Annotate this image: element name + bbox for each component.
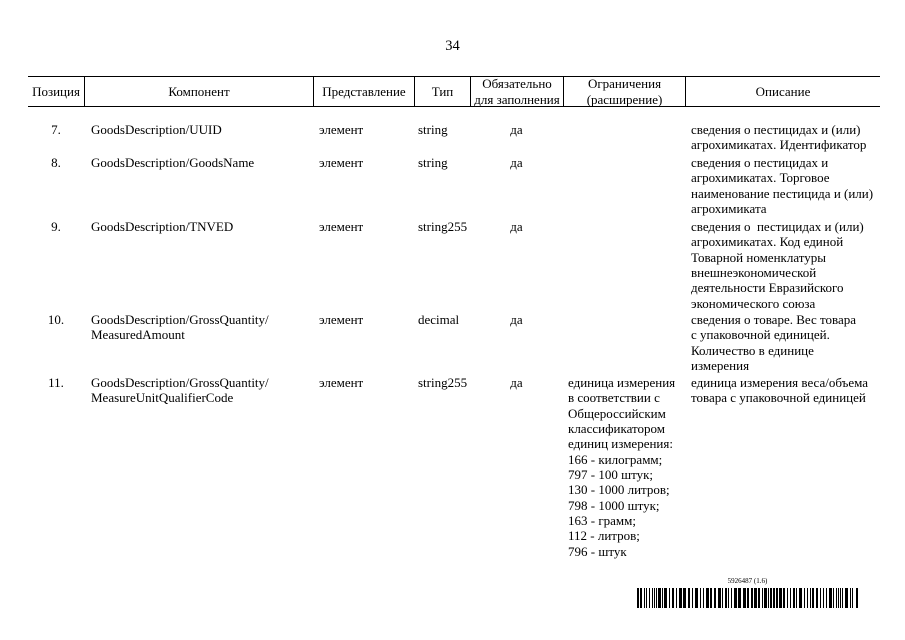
type-text: string	[418, 155, 448, 170]
component-text: MeasureUnitQualifierCode	[91, 390, 234, 406]
constraints-text: 797 - 100 штук;	[568, 467, 654, 483]
component-cell	[84, 375, 313, 406]
header-constraints-label: Ограничения	[587, 76, 662, 92]
position-cell	[28, 219, 84, 234]
description-text: внешнеэкономической	[691, 265, 817, 281]
description-text: агрохимикатах. Код единой	[691, 234, 844, 250]
description-text: агрохимикатах. Идентификатор	[691, 137, 867, 153]
constraints-cell	[563, 375, 685, 559]
position-text: 10.	[47, 312, 65, 327]
component-cell	[84, 155, 313, 170]
description-cell	[685, 155, 880, 216]
type-text: decimal	[418, 312, 460, 327]
position-text: 7.	[51, 122, 61, 137]
representation-cell	[313, 219, 414, 234]
description-cell	[685, 375, 880, 406]
barcode-caption: 5926487 (1.6)	[727, 577, 768, 585]
table-row	[28, 122, 880, 153]
constraints-text: единиц измерения:	[568, 436, 673, 452]
constraints-text: 796 - штук	[568, 543, 627, 559]
description-text: измерения	[691, 358, 750, 374]
constraints-text: классификатором	[568, 421, 665, 437]
component-cell	[84, 219, 313, 234]
position-text: 9.	[51, 219, 61, 234]
type-text: string255	[418, 219, 468, 234]
barcode-bars	[637, 588, 858, 608]
representation-text: элемент	[319, 219, 364, 234]
representation-cell	[313, 375, 414, 390]
position-cell	[28, 122, 84, 137]
table-body	[28, 0, 880, 600]
component-text: GoodsDescription/GrossQuantity/	[91, 312, 269, 327]
header-component-label: Компонент	[168, 83, 230, 99]
required-cell	[470, 155, 563, 170]
table-row	[28, 375, 880, 559]
header-required-label: для заполнения	[474, 91, 560, 107]
description-text: сведения о товаре. Вес товара	[691, 312, 857, 327]
header-position-label: Позиция	[32, 83, 80, 99]
position-cell	[28, 312, 84, 327]
required-cell	[470, 375, 563, 390]
position-text: 8.	[51, 155, 61, 170]
header-representation-label: Представление	[322, 83, 406, 99]
description-text: агрохимиката	[691, 201, 767, 217]
required-text: да	[510, 219, 523, 234]
description-cell	[685, 219, 880, 311]
description-text: наименование пестицида и (или)	[691, 185, 874, 201]
description-text: сведения о пестицидах и	[691, 155, 829, 170]
type-cell	[414, 155, 470, 170]
required-text: да	[510, 122, 523, 137]
type-cell	[414, 312, 470, 327]
constraints-text: 163 - грамм;	[568, 513, 636, 529]
description-text: единица измерения веса/объема	[691, 375, 869, 390]
description-text: сведения о пестицидах и (или)	[691, 122, 861, 137]
barcode-image	[637, 588, 858, 608]
description-text: деятельности Евразийского	[691, 280, 844, 296]
description-text: с упаковочной единицей.	[691, 327, 830, 343]
required-text: да	[510, 312, 523, 327]
description-text: экономического союза	[691, 295, 816, 311]
constraints-text: 166 - килограмм;	[568, 451, 663, 467]
component-text: MeasuredAmount	[91, 327, 185, 343]
position-text: 11.	[48, 375, 64, 390]
constraints-text: 130 - 1000 литров;	[568, 482, 670, 498]
required-cell	[470, 219, 563, 234]
page-number: 34	[445, 38, 460, 54]
type-text: string	[418, 122, 448, 137]
component-cell	[84, 122, 313, 137]
representation-cell	[313, 312, 414, 327]
description-cell	[685, 122, 880, 153]
required-text: да	[510, 375, 523, 390]
component-cell	[84, 312, 313, 343]
representation-text: элемент	[319, 375, 364, 390]
header-required-label: Обязательно	[482, 76, 552, 92]
type-cell	[414, 122, 470, 137]
header-description-label: Описание	[755, 83, 811, 99]
position-cell	[28, 155, 84, 170]
representation-cell	[313, 155, 414, 170]
constraints-text: в соответствии с	[568, 390, 660, 406]
header-type-label: Тип	[431, 83, 454, 99]
required-cell	[470, 312, 563, 327]
required-text: да	[510, 155, 523, 170]
position-cell	[28, 375, 84, 390]
constraints-text: Общероссийским	[568, 405, 666, 421]
description-text: товара с упаковочной единицей	[691, 390, 866, 406]
type-cell	[414, 219, 470, 234]
description-text: агрохимикатах. Торговое	[691, 170, 830, 186]
header-constraints-label: (расширение)	[586, 91, 663, 107]
table-row	[28, 312, 880, 374]
type-text: string255	[418, 375, 468, 390]
description-cell	[685, 312, 880, 373]
type-cell	[414, 375, 470, 390]
constraints-text: единица измерения	[568, 375, 676, 390]
table-row	[28, 219, 880, 311]
required-cell	[470, 122, 563, 137]
constraints-text: 798 - 1000 штук;	[568, 497, 660, 513]
representation-text: элемент	[319, 155, 364, 170]
representation-text: элемент	[319, 312, 364, 327]
description-text: Количество в единице	[691, 342, 814, 358]
component-text: GoodsDescription/TNVED	[91, 219, 234, 234]
component-text: GoodsDescription/GoodsName	[91, 155, 255, 170]
representation-cell	[313, 122, 414, 137]
representation-text: элемент	[319, 122, 364, 137]
table-row	[28, 155, 880, 217]
description-text: сведения о пестицидах и (или)	[691, 219, 864, 234]
constraints-text: 112 - литров;	[568, 528, 640, 544]
component-text: GoodsDescription/UUID	[91, 122, 222, 137]
description-text: Товарной номенклатуры	[691, 249, 827, 265]
component-text: GoodsDescription/GrossQuantity/	[91, 375, 269, 390]
